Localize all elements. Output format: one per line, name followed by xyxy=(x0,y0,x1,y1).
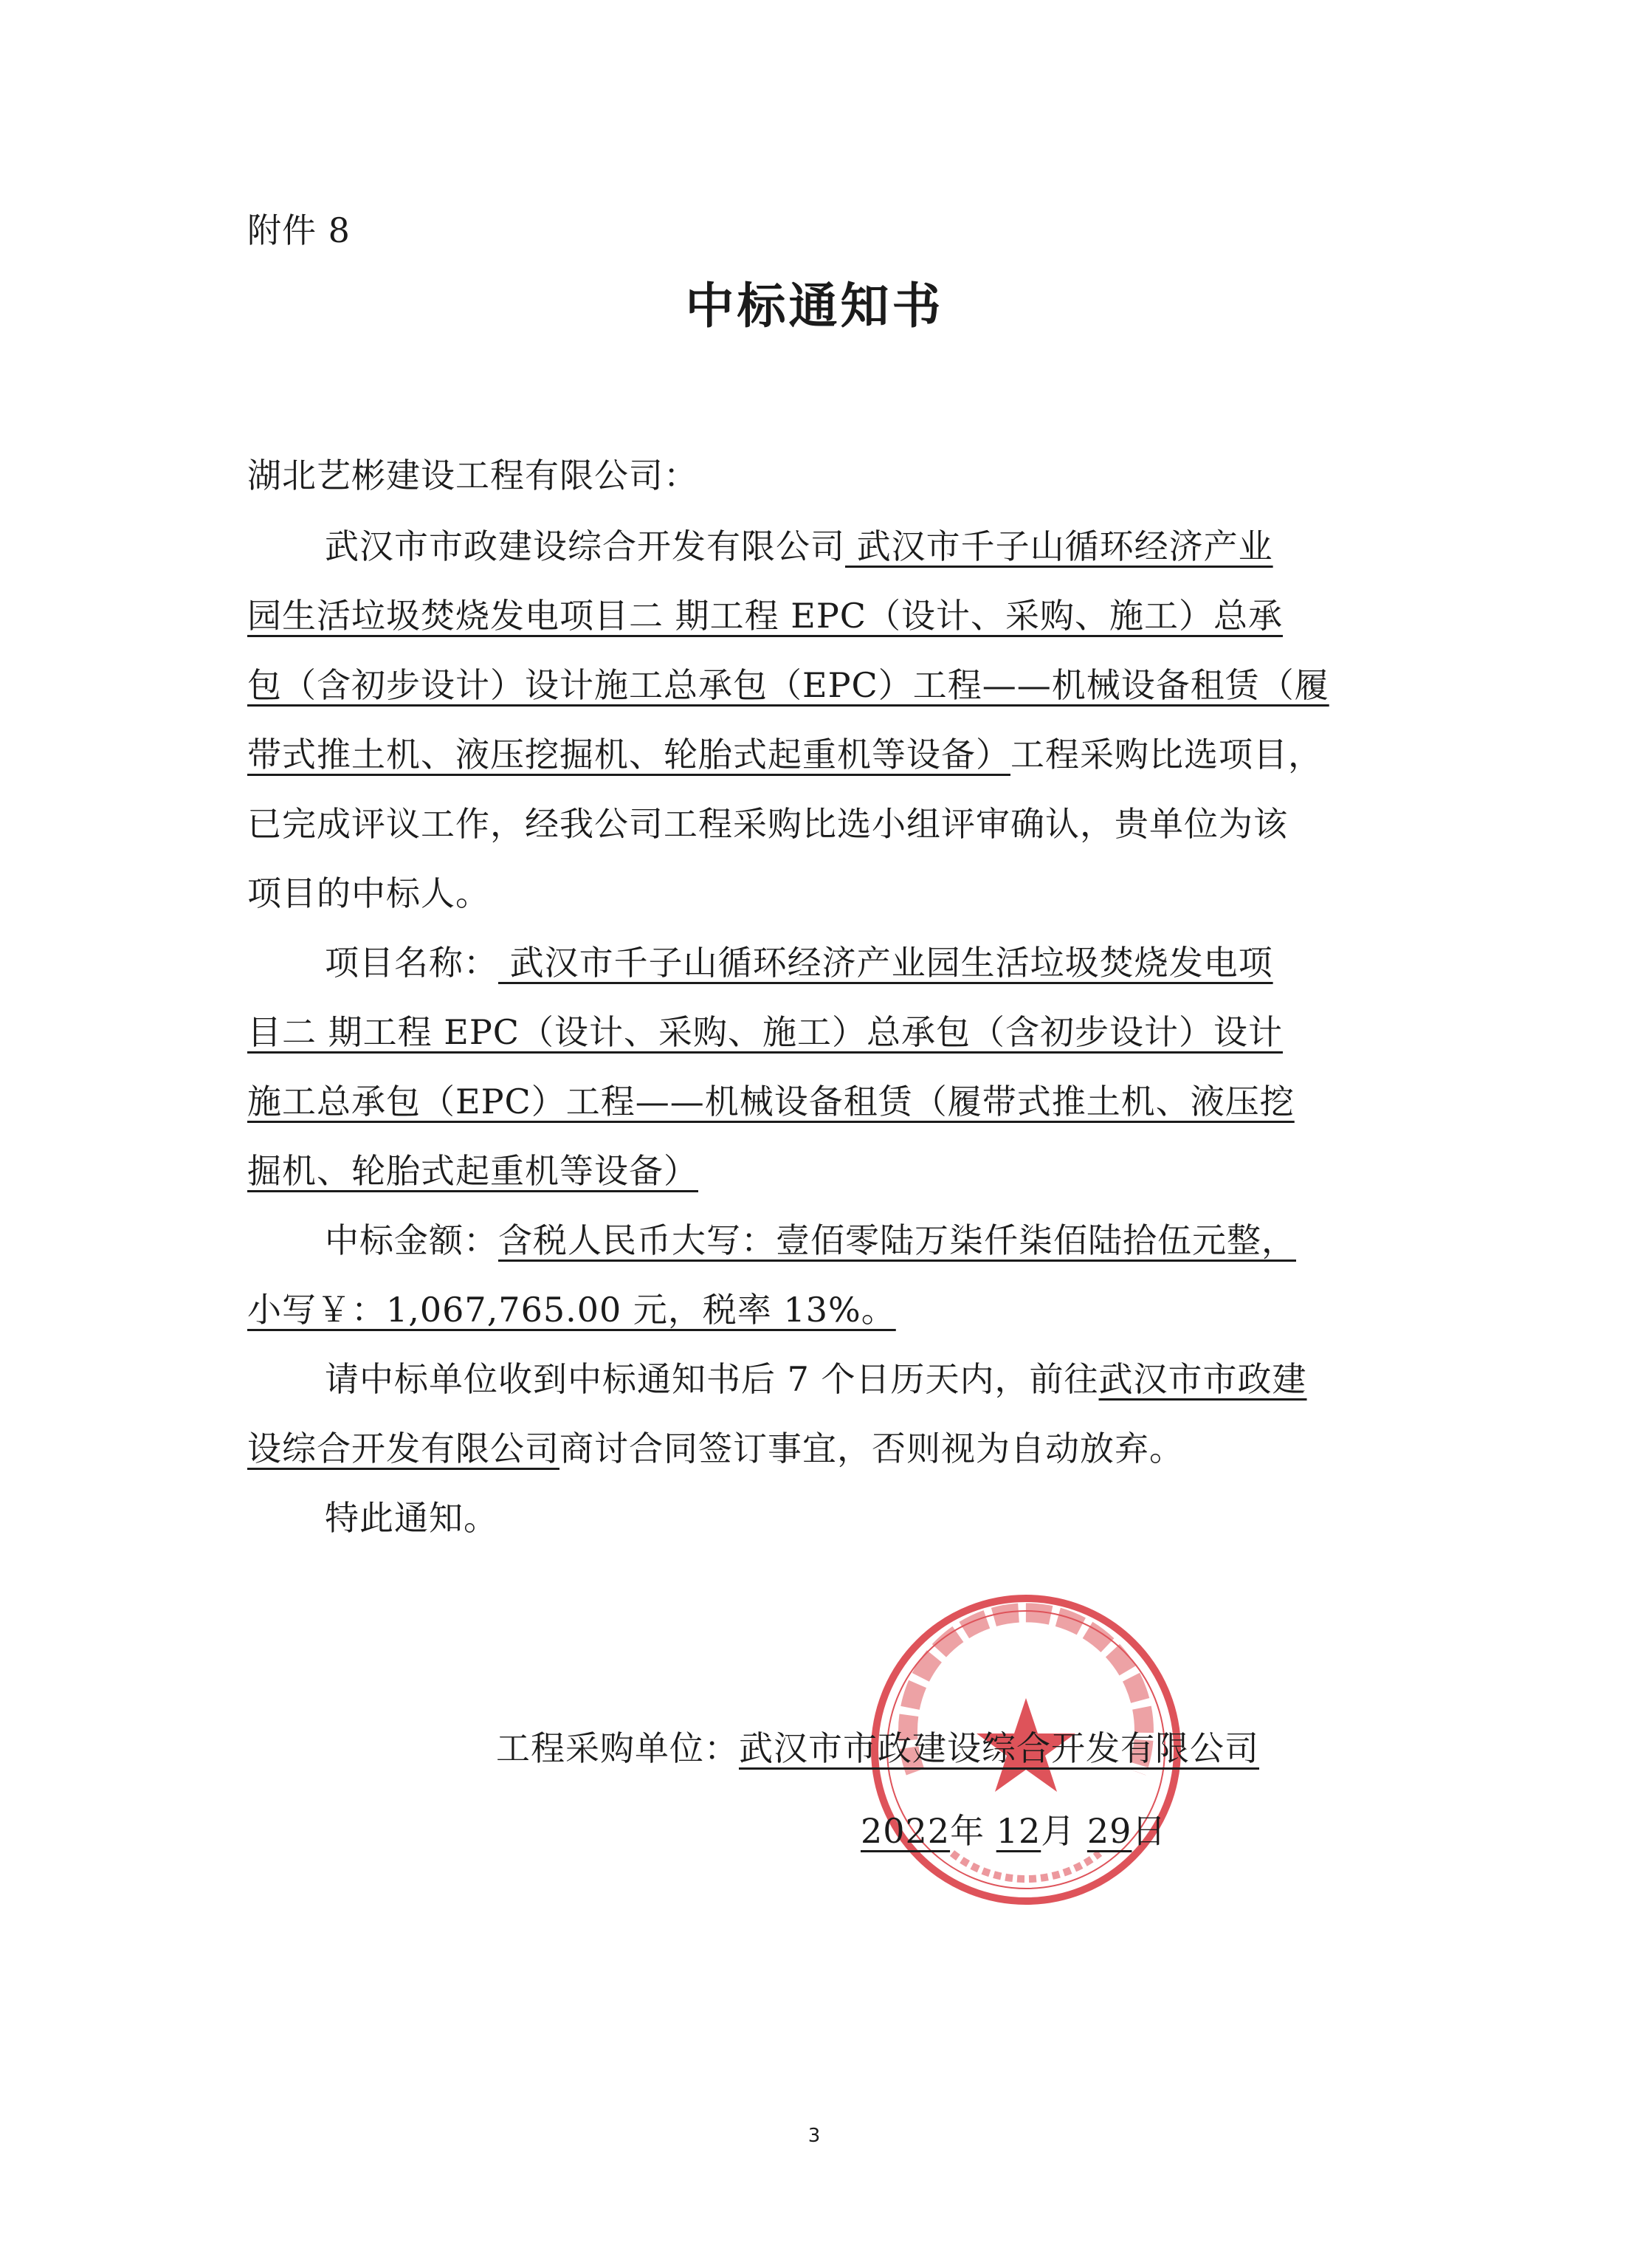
project-name-field xyxy=(325,939,1273,986)
project-name-value: 施工总承包（EPC）工程——机械设备租赁（履带式推土机、液压挖 xyxy=(247,1082,1295,1121)
document-title: 中标通知书 xyxy=(685,278,944,334)
attachment-label: 附件 8 xyxy=(247,210,351,250)
body-text: 商讨合同签订事宜，否则视为自动放弃。 xyxy=(559,1429,1184,1468)
purchaser-name-underlined: 武汉市市政建 xyxy=(1098,1359,1307,1399)
signature-date xyxy=(861,1807,1166,1855)
date-month: 12 xyxy=(996,1811,1041,1851)
bid-amount-value: 小写￥：1,067,765.00 元，税率 13%。 xyxy=(247,1290,896,1330)
purchaser-name-underlined: 设综合开发有限公司 xyxy=(247,1429,559,1468)
body-line xyxy=(247,731,1323,778)
month-char: 月 xyxy=(1041,1811,1076,1851)
project-name-value: 目二 期工程 EPC（设计、采购、施工）总承包（含初步设计）设计 xyxy=(247,1012,1283,1052)
signature-label: 工程采购单位： xyxy=(496,1728,739,1768)
date-day: 29 xyxy=(1086,1811,1132,1851)
body-line xyxy=(325,523,1273,570)
signature-org: 武汉市市政建设综合开发有限公司 xyxy=(739,1728,1259,1768)
closing-text: 特此通知。 xyxy=(325,1498,498,1538)
year-char: 年 xyxy=(950,1811,985,1851)
date-year: 2022 xyxy=(861,1811,951,1851)
signature-line xyxy=(496,1725,1259,1772)
body-line: 项目的中标人。 xyxy=(247,873,490,913)
body-text: 请中标单位收到中标通知书后 7 个日历天内，前往 xyxy=(325,1359,1099,1399)
body-line: 已完成评议工作，经我公司工程采购比选小组评审确认，贵单位为该 xyxy=(247,804,1288,844)
bid-amount-field xyxy=(325,1217,1296,1264)
day-char: 日 xyxy=(1132,1811,1167,1851)
page-number: 3 xyxy=(807,2125,822,2147)
bid-amount-label: 中标金额： xyxy=(325,1220,498,1260)
body-line: 包（含初步设计）设计施工总承包（EPC）工程——机械设备租赁（履 xyxy=(247,665,1329,705)
project-name-label: 项目名称： xyxy=(325,943,498,983)
project-name-value: 掘机、轮胎式起重机等设备） xyxy=(247,1151,698,1191)
body-line xyxy=(247,1425,1184,1472)
body-text: 工程采购比选项目， xyxy=(1010,735,1323,774)
project-name-value: 武汉市千子山循环经济产业园生活垃圾焚烧发电项 xyxy=(498,943,1273,983)
project-name-underlined: 武汉市千子山循环经济产业 xyxy=(845,526,1273,566)
salutation: 湖北艺彬建设工程有限公司： xyxy=(247,456,698,495)
body-line xyxy=(325,1355,1307,1403)
bid-amount-value: 含税人民币大写：壹佰零陆万柒仟柒佰陆拾伍元整， xyxy=(498,1220,1296,1260)
purchaser-name: 武汉市市政建设综合开发有限公司 xyxy=(325,526,845,566)
body-line: 园生活垃圾焚烧发电项目二 期工程 EPC（设计、采购、施工）总承 xyxy=(247,596,1283,636)
project-name-underlined: 带式推土机、液压挖掘机、轮胎式起重机等设备） xyxy=(247,735,1010,774)
